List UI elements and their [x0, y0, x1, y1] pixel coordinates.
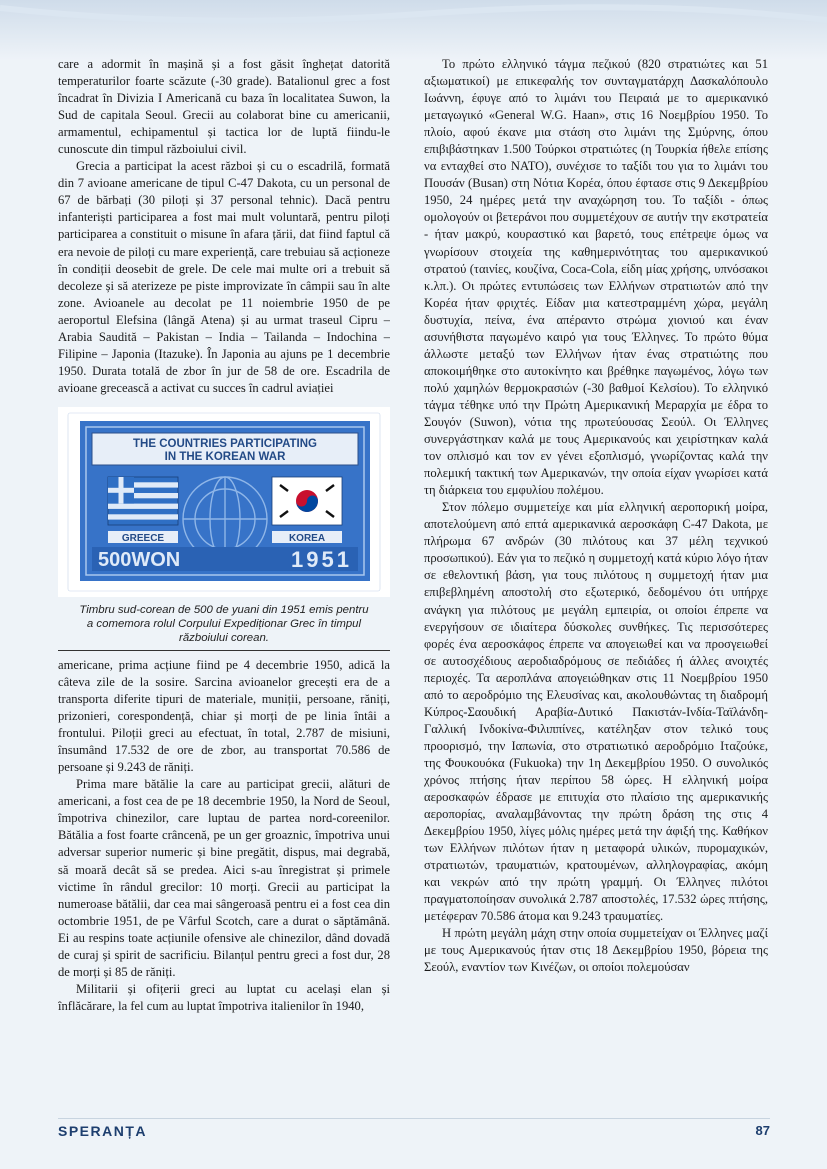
stamp-image	[58, 407, 390, 597]
left-paragraph-1: care a adormit în mașină și a fost găsit înghețat datorită temperaturilor foarte scăzute (-30 grade). Batalionul grec a fost încadrat în Divizia I Americană cu baza în localitatea Suwon, la Sud de capitala Seoul. Grecii au colaborat bine cu americanii, armamentul, echipamentul și tactica lor de luptă fiindu-le cunoscute din timpul războiului civil.	[58, 57, 390, 157]
magazine-name: SPERANȚA	[58, 1123, 148, 1139]
page-number: 87	[755, 1123, 770, 1138]
right-paragraph-3: Η πρώτη μεγάλη μάχη στην οποία συμμετείχαν οι Έλληνες μαζί με τους Αμερικανούς ήταν στις 18 Δεκεμβρίου 1950, βόρεια της Σεούλ, εναντίον των Κινέζων, οι οποίοι πολεμούσαν	[424, 926, 768, 975]
right-paragraph-2: Στον πόλεμο συμμετείχε και μία ελληνική αεροπορική μοίρα, αποτελούμενη από επτά αμερικανικά αεροσκάφη C-47 Dakota, με πλήρωμα 67 ανδρών (30 πιλότους και 37 μέλη τεχνικού προσωπικού). Εάν για το πεζικό η συμμετοχή κατά κύριο λόγο ήταν σε εθελοντική βάση, για τους πιλότους η συμμετοχή ήταν μια επιβεβλημένη αποστολή στο εξωτερικό, δεδομένου ότι υπήρχε ανάγκη για πιλότους με μεγάλη εμπειρία, οι οποίοι έπρεπε να ενεργήσουν σε ιδιαίτερα δύσκολες συνθήκες. Τις περισσότερες φορές ένα αεροσκάφος έπρεπε να απογειωθεί και να προσγειωθεί σε αυτοσχέδιους αεροδιαδρόμους σε πεδιάδες ή άλλες ανοιχτές περιοχές. Τα αεροπλάνα απογειώθηκαν στις 11 Νοεμβρίου 1950 από το αεροδρόμιο της Ελευσίνας και, ακολουθώντας τη διαδρομή Κύπρος-Σαουδική Αραβία-Δυτικό Πακιστάν-Ινδία-Ταϊλάνδη-Γαλλική Ινδοκίνα-Φιλιππίνες, κατέληξαν στον τελικό τους προορισμό, την Ιαπωνία, στο στρατιωτικό αεροδρόμιο Ιταζούκε, της Φουκουόκα (Fukuoka) την 1η Δεκεμβρίου 1950. Ο συνολικός χρόνος πτήσης ήταν περίπου 58 ώρες. Η ελληνική μοίρα αεροσκαφών έδρασε με επιτυχία στο πλαίσιο της αμερικανικής αεροπορίας, αναλαμβάνοντας την πρώτη δράση της στις 4 Δεκεμβρίου 1950, λίγες μόλις ημέρες μετά την άφιξή της. Καθήκον των Ελλήνων πιλότων ήταν η μεταφορά υλικών, πυρομαχικών, στρατιωτών, τραυματιών, κρατουμένων, αλληλογραφίας, ακόμη και νεκρών από την πρώτη γραμμή. Οι Έλληνες πιλότοι πραγματοποίησαν συνολικά 2.787 αποστολές, 17.532 ώρες πτήσης, μετέφεραν 70.586 άτομα και 9.243 τραυματίες.	[424, 500, 768, 924]
stamp-value: 500WON	[98, 548, 181, 571]
left-paragraph-4: Prima mare bătălie la care au participat grecii, alături de americani, a fost cea de pe 18 decembrie 1950, la Nord de Seoul, împotriva chinezilor, care luptau de partea nord-coreenilor. Bătălia a fost foarte crâncenă, pe un ger groaznic, împotriva unui adversar superior numeric și bine pregătit, dispus, mai degrabă, să moară decât să se predea. Aici s-au înregistrat și primele victime în rândul grecilor: 10 morți. Grecii au participat la numeroase bătălii, dar cea mai sângeroasă pentru ei a fost cea din octombrie 1951, de pe Vârful Scotch, care a durat o săptămână. Ei au respins toate acțiunile ofensive ale chinezilor, dând dovadă de curaj și spirit de sacrificiu. Bilanțul pentru greci a fost dur, 28 de morți și 85 de răniți.	[58, 777, 390, 979]
korea-flag-icon	[272, 477, 342, 525]
caption-line-1: Timbru sud-corean de 500 de yuani din 1951 emis pentru	[79, 603, 369, 616]
greece-flag-icon	[108, 477, 178, 525]
caption-line-2: a comemora rolul Corpului Expediționar Grec în timpul	[86, 617, 362, 630]
left-column	[58, 56, 390, 1112]
caption-line-3: războiului corean.	[179, 631, 269, 644]
left-paragraph-3: americane, prima acțiune fiind pe 4 decembrie 1950, adică la câteva zile de la sosire. Sarcina avioanelor grecești era de a transporta diferite tipuri de materiale, muniții, persoane, răniți, prizonieri, corespondență, chiar și morți de pe linia întâi a frontului. Piloții greci au efectuat, în total, 2.787 de misiuni, însumând 17.532 de ore de zbor, au transportat 70.586 de persoane și 9.243 de răniți.	[58, 657, 390, 775]
page-footer	[58, 1118, 770, 1139]
stamp-banner-line1: THE COUNTRIES PARTICIPATING	[133, 437, 317, 450]
stamp-figure	[58, 407, 390, 651]
left-paragraph-2: Grecia a participat la acest război și cu o escadrilă, formată din 7 avioane americane de tipul C-47 Dakota, cu un personal de 67 de bărbați (30 piloți și 37 personal tehnic). Dacă pentru infanteriști participarea a fost mai mult voluntară, pentru piloți participarea a constituit o misune în afara țării, dat fiind faptul că era nevoie de piloți cu mare experiență, care trebuiau să acționeze în condiții deosebit de grele. De cele mai multe ori a trebuit să decoleze și să aterizeze pe piste improvizate în câmpii sau în alte zone. Avioanele au decolat pe 11 noiembrie 1950 de pe aeroportul Elefsina (lângă Atena) și au urmat traseul Cipru – Arabia Saudită – Pakistan – India – Tailanda – Indochina – Filipine – Japonia (Itazuke). În Japonia au ajuns pe 1 decembrie 1950. Durata totală de zbor în jur de 58 de ore. Escadrila de avioane grecească a activat cu succes în cadrul aviației	[58, 159, 390, 395]
header-decoration	[0, 0, 827, 60]
stamp-banner-line2: IN THE KOREAN WAR	[164, 450, 286, 463]
right-paragraph-1: Το πρώτο ελληνικό τάγμα πεζικού (820 στρατιώτες και 51 αξιωματικοί) με επικεφαλής τον συνταγματάρχη Δασκαλόπουλο Ιωάννη, έφυγε από το λιμάνι του Πειραιά με το αμερικανικό μεταγωγικό «General W.G. Haan», στις 16 Νοεμβρίου 1950. Το πλοίο, αφού έκανε μια στάση στο λιμάνι της Σμύρνης, όπου επιβιβάστηκαν 1.500 Τούρκοι στρατιώτες (η Τουρκία ήθελε επίσης να ενταχθεί στο NATO), συνέχισε το ταξίδι του για το λιμάνι του Πουσάν (Busan) στη Νότια Κορέα, όπου έφτασε στις 9 Δεκεμβρίου 1950, 24 ημέρες μετά την αναχώρηση του. Το ταξίδι - όπως ομολογούν οι βετεράνοι που συμμετέχουν σε αυτήν την εκστρατεία - ήταν μακρύ, κουραστικό και βαρετό, τους επέτρεψε όμως να γνωρίσουν στοιχεία της καθημερινότητας του αμερικανικού στρατού (ταινίες, κουζίνα, Coca-Cola, είδη μίας χρήσης, υπνόσακοι κ.λπ.). Οι πρώτες εντυπώσεις των Ελλήνων στρατιωτών από την Κορέα ήταν φριχτές. Είδαν μια κατεστραμμένη χώρα, μεγάλη δυστυχία, πείνα, ένα απέραντο στρώμα χιονιού και έναν ασυνήθιστα παγωμένο καιρό για τους Έλληνες. Το πρώτο θύμα άλλωστε μεταξύ των Ελλήνων ήταν ένας στρατιώτης που αποκοιμήθηκε στο αυτοκίνητο και βρέθηκε παγωμένος, λόγω των πολύ χαμηλών θερμοκρασιών (-30 βαθμοί Κελσίου). Το ελληνικό τάγμα τέθηκε υπό την Πρώτη Αμερικανική Μεραρχία με έδρα το Σουγόν (Suwon), νότια της πρωτεύουσας Σεούλ. Οι Έλληνες συνεργάστηκαν καλά με τους Αμερικανούς και χειρίστηκαν καλά τον οπλισμό και τον εν γένει εξοπλισμό, γνωρίζοντας καλά την πολεμική τακτική των Αμερικανών, την οποία είχαν γνωρίσει κατά τη διάρκεια του εμφυλίου πολέμου.	[424, 57, 768, 498]
left-paragraph-5: Militarii și ofițerii greci au luptat cu același elan și înflăcărare, la fel cum au luptat împotriva italienilor în 1940,	[58, 981, 390, 1013]
right-column	[424, 56, 768, 1112]
stamp-label-korea: KOREA	[288, 532, 326, 544]
stamp-caption	[58, 597, 390, 651]
stamp-label-greece: GREECE	[121, 532, 165, 544]
stamp-year: 1951	[291, 546, 352, 572]
